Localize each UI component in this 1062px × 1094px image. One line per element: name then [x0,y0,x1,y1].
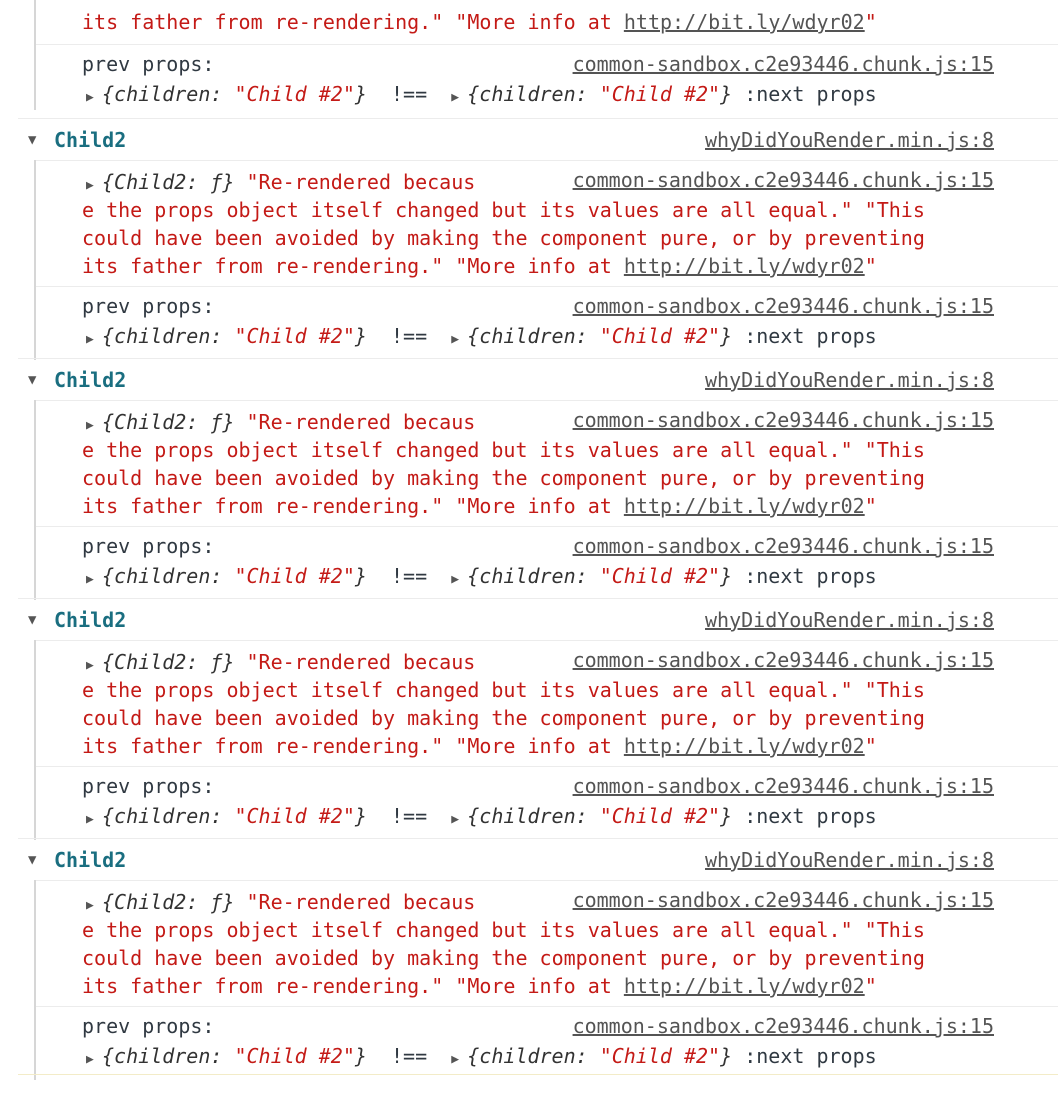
object-key: {children: [467,564,600,588]
message-text: its father from re-rendering." "More info at [82,734,624,758]
prev-props-label: prev props: [82,52,215,76]
not-equal-operator: !== [391,804,428,828]
object-value: "Child #2" [234,1044,355,1068]
info-link[interactable]: http://bit.ly/wdyr02 [623,974,865,998]
message-text: " [864,254,877,278]
group-source-link[interactable]: whyDidYouRender.min.js:8 [705,608,994,632]
next-props-label: :next props [744,564,877,588]
source-link[interactable]: common-sandbox.c2e93446.chunk.js:15 [572,888,994,912]
right-props-object[interactable] [467,1044,732,1068]
message-text: " [864,10,877,34]
triangle-right-icon[interactable]: ▶ [86,812,94,827]
object-brace: } [720,564,733,588]
message-text: "Re-rendered becaus [246,650,476,674]
props-comparison [86,562,877,594]
function-glyph: ƒ [210,890,223,914]
message-line-4 [82,732,877,760]
triangle-right-icon[interactable]: ▶ [86,90,94,105]
triangle-down-icon[interactable]: ▼ [28,132,37,148]
group-title[interactable]: Child2 [54,128,127,152]
source-link[interactable]: common-sandbox.c2e93446.chunk.js:15 [572,648,994,672]
triangle-down-icon[interactable]: ▼ [28,612,37,628]
function-glyph: ƒ [210,650,223,674]
group-title[interactable]: Child2 [54,368,127,392]
row-separator [36,880,1058,881]
next-props-label: :next props [744,324,877,348]
prev-props-label: prev props: [82,774,215,798]
object-key: {Child2: [102,650,211,674]
left-props-object[interactable] [102,324,367,348]
triangle-right-icon[interactable]: ▶ [86,178,94,193]
triangle-right-icon[interactable]: ▶ [451,572,460,587]
object-value: "Child #2" [234,564,355,588]
object-brace: } [222,170,235,194]
prev-props-label: prev props: [82,294,215,318]
object-brace: } [222,890,235,914]
prev-props-label: prev props: [82,534,215,558]
triangle-right-icon[interactable]: ▶ [451,332,460,347]
triangle-right-icon[interactable]: ▶ [86,1052,94,1067]
message-line-4 [82,972,877,1000]
not-equal-operator: !== [391,1044,428,1068]
object-value: "Child #2" [599,82,721,106]
object-value: "Child #2" [234,324,355,348]
message-text: " [864,734,877,758]
right-props-object[interactable] [467,82,732,106]
object-key: {children: [102,564,235,588]
object-brace: } [222,650,235,674]
next-props-label: :next props [744,82,877,106]
message-text: " [864,974,877,998]
function-glyph: ƒ [210,410,223,434]
prev-props-label: prev props: [82,1014,215,1038]
message-line-3: could have been avoided by making the component pure, or by preventing [82,466,925,490]
object-key: {Child2: [102,890,211,914]
message-line-3: could have been avoided by making the component pure, or by preventing [82,946,925,970]
object-key: {children: [102,82,235,106]
triangle-down-icon[interactable]: ▼ [28,852,37,868]
source-link[interactable]: common-sandbox.c2e93446.chunk.js:15 [572,1014,994,1038]
info-link[interactable]: http://bit.ly/wdyr02 [623,10,865,34]
right-props-object[interactable] [467,564,732,588]
message-text: its father from re-rendering." "More info at [82,494,624,518]
message-line-4 [82,252,877,280]
object-value: "Child #2" [234,804,355,828]
right-props-object[interactable] [467,324,732,348]
triangle-right-icon[interactable]: ▶ [86,332,94,347]
message-line-3: could have been avoided by making the component pure, or by preventing [82,226,925,250]
message-text: its father from re-rendering." "More info at [82,974,624,998]
group-indent-bar [34,880,36,1080]
message-line-2: e the props object itself changed but its values are all equal." "This [82,198,925,222]
source-link[interactable]: common-sandbox.c2e93446.chunk.js:15 [572,52,994,76]
triangle-down-icon[interactable]: ▼ [28,372,37,388]
object-brace: } [354,564,367,588]
row-separator [18,598,1058,599]
message-line-4 [82,492,877,520]
object-brace: } [354,82,367,106]
info-link[interactable]: http://bit.ly/wdyr02 [623,254,865,278]
message-text: its father from re-rendering." "More info at [82,254,624,278]
message-line-2: e the props object itself changed but its values are all equal." "This [82,918,925,942]
component-object[interactable] [102,890,234,914]
console-bottom-border [18,1074,1058,1075]
function-glyph: ƒ [210,170,223,194]
message-line-2: e the props object itself changed but its values are all equal." "This [82,678,925,702]
info-link[interactable]: http://bit.ly/wdyr02 [623,734,865,758]
object-value: "Child #2" [599,1044,721,1068]
props-comparison [86,802,877,834]
message-text: "Re-rendered becaus [246,170,476,194]
not-equal-operator: !== [391,324,428,348]
object-brace: } [720,82,733,106]
component-object[interactable] [102,650,234,674]
message-text: " [864,494,877,518]
group-source-link[interactable]: whyDidYouRender.min.js:8 [705,848,994,872]
group-source-link[interactable]: whyDidYouRender.min.js:8 [705,128,994,152]
object-key: {Child2: [102,170,211,194]
left-props-object[interactable] [102,804,367,828]
group-indent-bar [34,640,36,840]
triangle-right-icon[interactable]: ▶ [86,418,94,433]
message-text: its father from re-rendering." "More info at [82,10,624,34]
component-object[interactable] [102,170,234,194]
row-separator [36,160,1058,161]
row-separator [36,766,1058,767]
group-indent-bar [34,400,36,600]
not-equal-operator: !== [391,564,428,588]
source-link[interactable]: common-sandbox.c2e93446.chunk.js:15 [572,408,994,432]
message-line-2: e the props object itself changed but its values are all equal." "This [82,438,925,462]
message-text: "Re-rendered becaus [246,410,476,434]
object-key: {children: [467,324,600,348]
left-props-object[interactable] [102,82,367,106]
object-key: {children: [467,82,600,106]
object-key: {children: [102,1044,235,1068]
object-brace: } [222,410,235,434]
row-separator [18,838,1058,839]
object-brace: } [354,1044,367,1068]
triangle-right-icon[interactable]: ▶ [86,658,94,673]
row-separator [36,1006,1058,1007]
props-comparison [86,80,877,112]
source-link[interactable]: common-sandbox.c2e93446.chunk.js:15 [572,294,994,318]
row-separator [36,526,1058,527]
triangle-right-icon[interactable]: ▶ [86,572,94,587]
message-fragment [82,8,877,36]
triangle-right-icon[interactable]: ▶ [86,898,94,913]
object-key: {Child2: [102,410,211,434]
row-separator [18,358,1058,359]
group-source-link[interactable]: whyDidYouRender.min.js:8 [705,368,994,392]
object-value: "Child #2" [599,804,721,828]
object-key: {children: [467,1044,600,1068]
component-object[interactable] [102,410,234,434]
triangle-right-icon[interactable]: ▶ [451,812,460,827]
object-value: "Child #2" [599,564,721,588]
group-indent-bar [34,160,36,360]
info-link[interactable]: http://bit.ly/wdyr02 [623,494,865,518]
object-key: {children: [467,804,600,828]
triangle-right-icon[interactable]: ▶ [451,1052,460,1067]
row-separator [36,44,1058,45]
row-separator [36,286,1058,287]
source-link[interactable]: common-sandbox.c2e93446.chunk.js:15 [572,774,994,798]
object-brace: } [720,324,733,348]
row-separator [36,400,1058,401]
row-separator [36,640,1058,641]
group-title[interactable]: Child2 [54,608,127,632]
right-props-object[interactable] [467,804,732,828]
object-brace: } [720,804,733,828]
left-props-object[interactable] [102,564,367,588]
props-comparison [86,322,877,354]
next-props-label: :next props [744,1044,877,1068]
props-comparison [86,1042,877,1074]
object-brace: } [354,804,367,828]
source-link[interactable]: common-sandbox.c2e93446.chunk.js:15 [572,534,994,558]
group-indent-bar [34,0,36,110]
object-value: "Child #2" [599,324,721,348]
message-line-3: could have been avoided by making the component pure, or by preventing [82,706,925,730]
source-link[interactable]: common-sandbox.c2e93446.chunk.js:15 [572,168,994,192]
row-separator [18,118,1058,119]
object-brace: } [354,324,367,348]
object-value: "Child #2" [234,82,355,106]
not-equal-operator: !== [391,82,428,106]
message-text: "Re-rendered becaus [246,890,476,914]
next-props-label: :next props [744,804,877,828]
group-title[interactable]: Child2 [54,848,127,872]
object-brace: } [720,1044,733,1068]
triangle-right-icon[interactable]: ▶ [451,90,460,105]
left-props-object[interactable] [102,1044,367,1068]
object-key: {children: [102,324,235,348]
object-key: {children: [102,804,235,828]
